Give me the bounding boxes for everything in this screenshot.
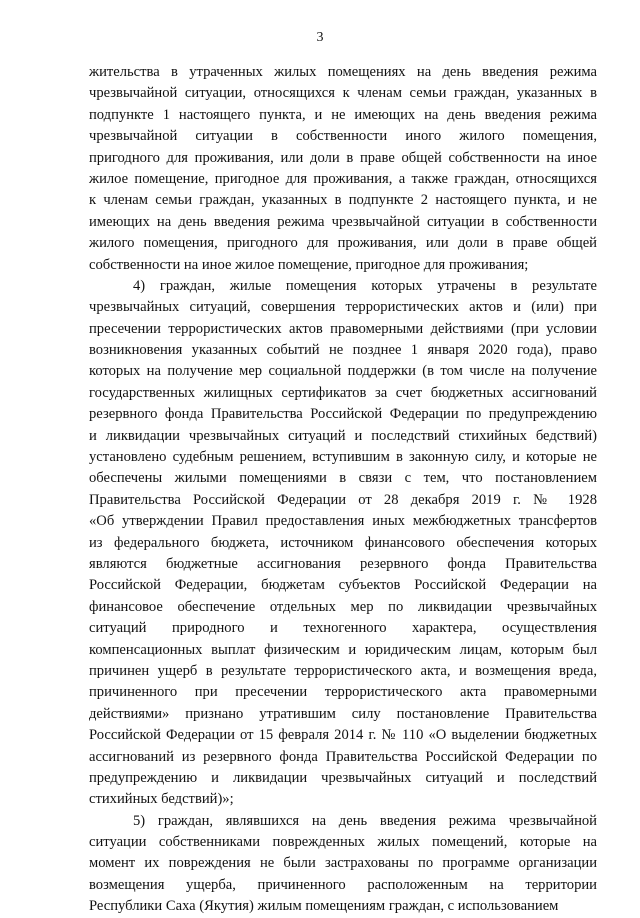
text-line: ситуаций природного и техногенного характера, осуществления — [89, 620, 597, 637]
text-line: резервного фонда Правительства Российской Федерации по предупреждению — [89, 406, 597, 423]
text-line: являются бюджетные ассигнования резервного фонда Правительства — [89, 555, 597, 572]
text-line: компенсационных выплат физическим и юридическим лицам, которым был — [89, 641, 597, 658]
text-line: ассигнований из резервного фонда Правительства Российской Федерации по — [89, 748, 597, 765]
text-line: из федерального бюджета, источником финансового обеспечения которых — [89, 534, 597, 551]
document-body — [89, 62, 597, 918]
text-line: момент их повреждения не были застрахованы по программе организации — [89, 855, 597, 872]
text-line: собственности на иное жилое помещение, пригодное для проживания; — [89, 256, 529, 273]
text-line: чрезвычайной ситуации, относящихся к членам семьи граждан, указанных в — [89, 85, 597, 102]
paragraph-item5 — [89, 811, 597, 918]
text-line: пресечении террористических актов правомерными действиями (при условии — [89, 320, 597, 337]
text-line: финансовое обеспечение отдельных мер по ликвидации чрезвычайных — [89, 598, 597, 615]
text-line: жилое помещение, пригодное для проживания, а также граждан, относящихся — [89, 170, 597, 187]
text-line: государственных жилищных сертификатов за счет бюджетных ассигнований — [89, 384, 597, 401]
text-line: причинен ущерб в результате террористического акта, и возмещения вреда, — [89, 662, 597, 679]
page-number: 3 — [316, 30, 324, 45]
text-line: 4) граждан, жилые помещения которых утрачены в результате — [133, 277, 597, 294]
text-line: чрезвычайной ситуации в собственности иного жилого помещения, — [89, 128, 597, 145]
text-line: действиями» признано утратившим силу постановление Правительства — [89, 705, 597, 722]
text-line: ситуации собственниками поврежденных жилых помещений, которые на — [89, 834, 597, 851]
text-line: стихийных бедствий)»; — [89, 791, 234, 808]
text-line: возникновения указанных событий не позднее 1 января 2020 года), право — [89, 342, 597, 359]
text-line: причиненного при пресечении террористического акта правомерными — [89, 684, 597, 701]
text-line: подпункте 1 настоящего пункта, и не имеющих на день введения режима — [89, 106, 597, 123]
text-line: пригодного для проживания, или доли в праве общей собственности на иное — [89, 149, 597, 166]
paragraph-cont — [89, 62, 597, 276]
text-line: 5) граждан, являвшихся на день введения режима чрезвычайной — [133, 812, 597, 829]
text-line: Правительства Российской Федерации от 28 декабря 2019 г. № 1928 — [89, 491, 597, 508]
text-line: обеспечены жилыми помещениями в связи с тем, что постановлением — [89, 470, 597, 487]
text-line: Республики Саха (Якутия) жилым помещениям граждан, с использованием — [89, 898, 559, 915]
text-line: «Об утверждении Правил предоставления иных межбюджетных трансфертов — [89, 513, 597, 530]
paragraph-item4 — [89, 276, 597, 811]
text-line: которых на получение мер социальной поддержки (в том числе на получение — [89, 363, 597, 380]
text-line: Российской Федерации, бюджетам субъектов Российской Федерации на — [89, 577, 597, 594]
text-line: жилого помещения, пригодного для проживания, или доли в праве общей — [89, 235, 597, 252]
text-line: к членам семьи граждан, указанных в подпункте 2 настоящего пункта, и не — [89, 192, 597, 209]
text-line: жительства в утраченных жилых помещениях на день введения режима — [89, 64, 597, 80]
text-line: и ликвидации чрезвычайных ситуаций и последствий стихийных бедствий) — [89, 427, 597, 444]
text-line: Российской Федерации от 15 февраля 2014 г. № 110 «О выделении бюджетных — [89, 727, 597, 744]
text-line: имеющих на день введения режима чрезвычайной ситуации в собственности — [89, 213, 597, 230]
text-line: установлено судебным решением, вступившим в законную силу, и которые не — [89, 449, 597, 466]
text-line: предупреждению и ликвидации чрезвычайных ситуаций и последствий — [89, 769, 597, 786]
text-line: возмещения ущерба, причиненного расположенным на территории — [89, 876, 597, 893]
text-line: чрезвычайных ситуаций, совершения террористических актов и (или) при — [89, 299, 597, 316]
